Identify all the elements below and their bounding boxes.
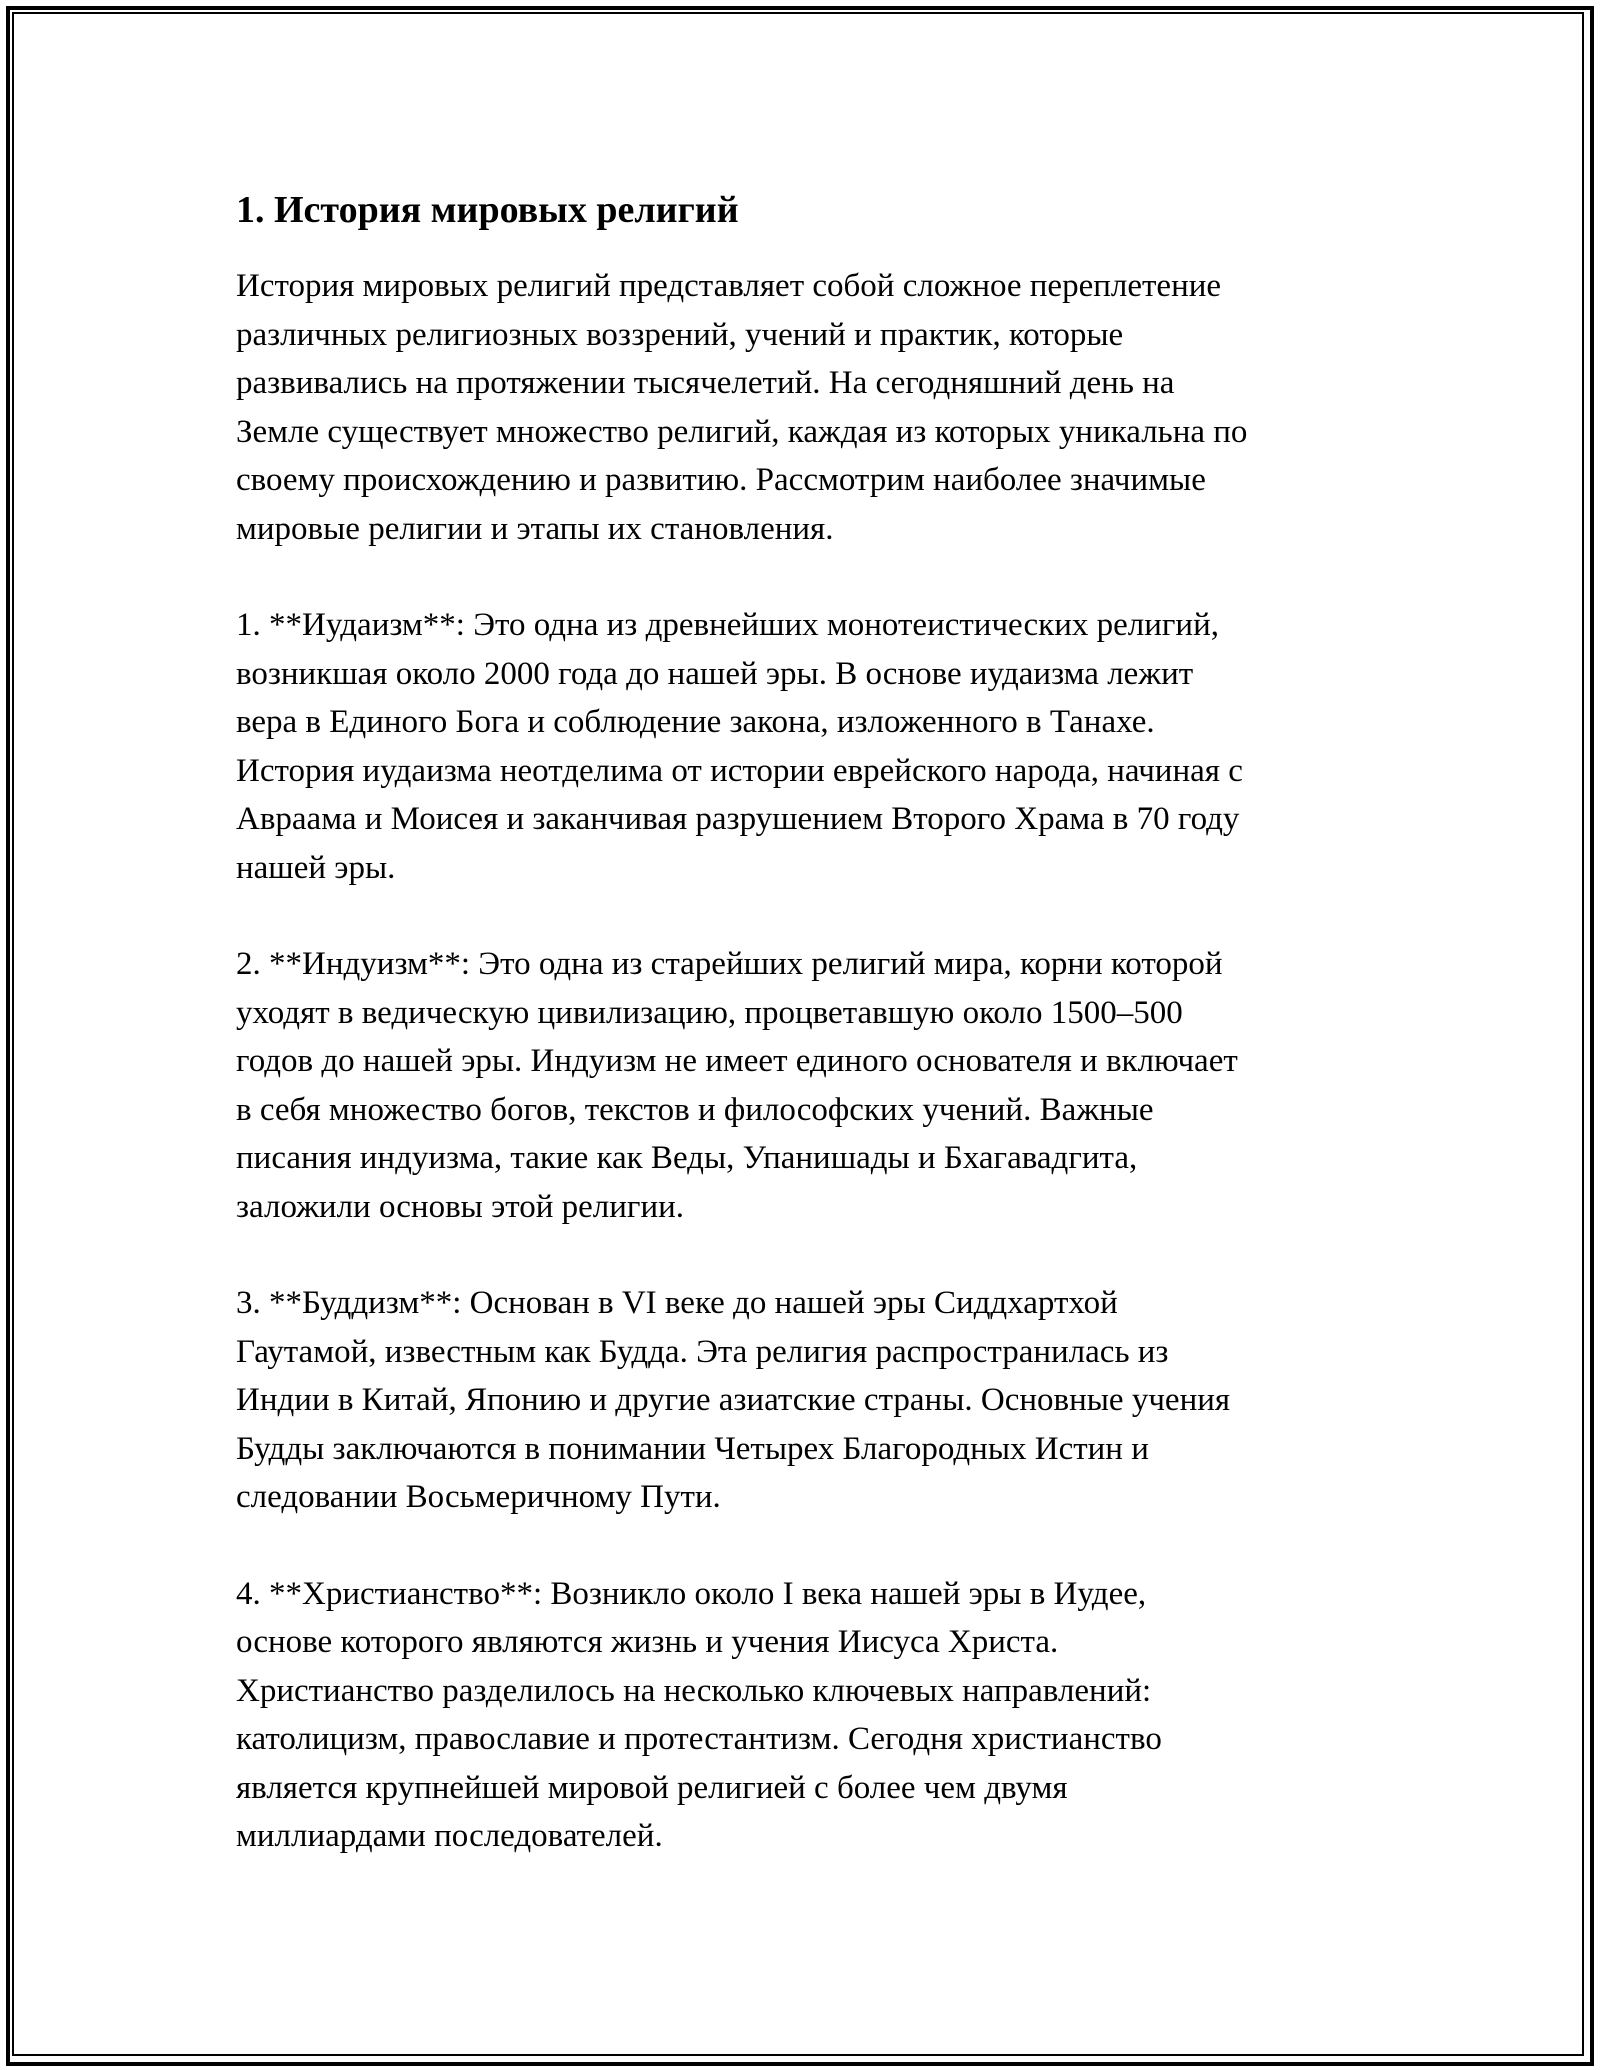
buddhism-paragraph: 3. **Буддизм**: Основан в VI веке до нашей эры Сиддхартхой Гаутамой, известным как Будда. Эта религия распространилась из Индии в Китай, Японию и другие азиатские страны. Основные учения Будды заключаются в понимании Четырех Благородных Истин и следовании Восьмеричному Пути. <box>236 1285 1231 1515</box>
hinduism-paragraph: 2. **Индуизм**: Это одна из старейших религий мира, корни которой уходят в ведическую цивилизацию, процветавшую около 1500–500 годов до нашей эры. Индуизм не имеет единого основателя и включает в себя множество богов, текстов и философских учений. Важные писания индуизма, такие как Веды, Упанишады и Бхагавадгита, заложили основы этой религии. <box>236 946 1238 1225</box>
document-title: 1. История мировых религий <box>236 189 739 231</box>
christianity-paragraph: 4. **Христианство**: Возникло около I века нашей эры в Иудее, основе которого являются жизнь и учения Иисуса Христа. Христианство разделилось на несколько ключевых направлений: католицизм, православие и протестантизм. Сегодня христианство является крупнейшей мировой религией с более чем двумя миллиардами последователей. <box>236 1575 1162 1854</box>
intro-paragraph: История мировых религий представляет собой сложное переплетение различных религиозных воззрений, учений и практик, которые развивались на протяжении тысячелетий. На сегодняшний день на Земле существует множество религий, каждая из которых уникальна по своему происхождению и развитию. Рассмотрим наиболее значимые мировые религии и этапы их становления. <box>236 268 1248 547</box>
judaism-paragraph: 1. **Иудаизм**: Это одна из древнейших монотеистических религий, возникшая около 2000 года до нашей эры. В основе иудаизма лежит вера в Единого Бога и соблюдение закона, изложенного в Танахе. История иудаизма неотделима от истории еврейского народа, начиная с Авраама и Моисея и заканчивая разрушением Второго Храма в 70 году нашей эры. <box>236 607 1243 886</box>
document-body <box>236 186 1376 1909</box>
